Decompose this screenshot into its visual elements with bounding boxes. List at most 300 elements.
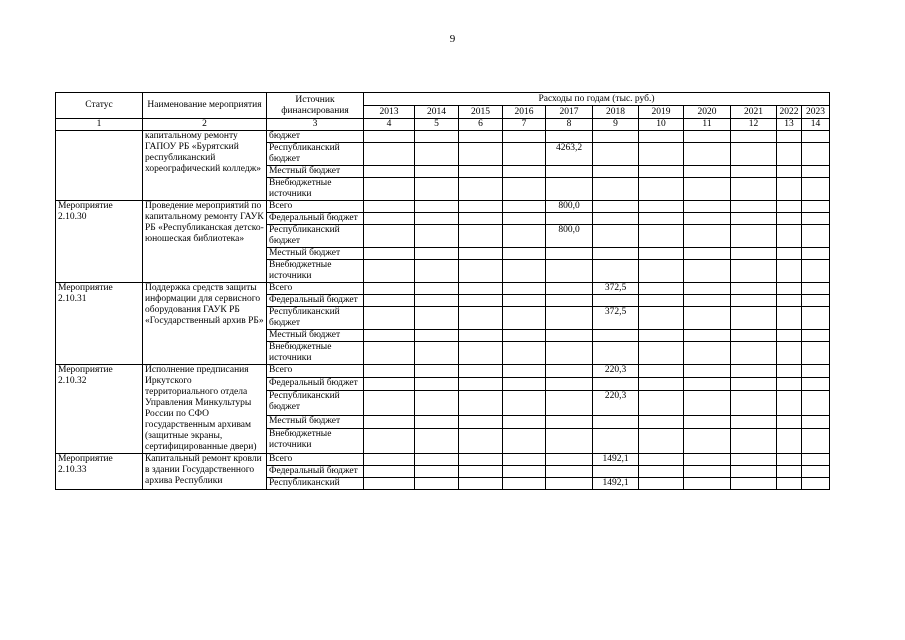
expense-value [503,415,546,428]
expense-value [546,131,593,143]
expense-value [503,178,546,201]
year-header: 2018 [593,106,639,119]
expense-value [364,283,415,295]
expense-value [459,391,503,416]
expense-value [802,307,830,330]
expense-value [503,225,546,248]
expense-value [503,295,546,307]
expense-value [731,365,777,378]
expense-value [415,295,459,307]
expense-value [593,330,639,342]
expense-value [777,178,802,201]
expense-value [415,260,459,283]
col-header-name: Наименование мероприятия [143,93,267,119]
expense-value [684,166,731,178]
table-body [56,131,830,490]
budget-table [55,92,830,490]
expense-value [503,166,546,178]
expense-value [777,330,802,342]
expense-value [639,378,684,391]
expense-value [802,178,830,201]
expense-value [777,378,802,391]
expense-value [503,391,546,416]
expense-value [639,131,684,143]
funding-source: Внебюджетные источники [267,260,364,283]
expense-value [802,225,830,248]
column-number: 10 [639,119,684,131]
expense-value [684,225,731,248]
year-header: 2014 [415,106,459,119]
expense-value [459,429,503,454]
expense-value [777,391,802,416]
expense-value [639,454,684,466]
expense-value [593,429,639,454]
expense-value [639,143,684,166]
expense-value [684,365,731,378]
expense-value [777,213,802,225]
year-header: 2020 [684,106,731,119]
activity-status: Мероприятие 2.10.30 [56,201,143,283]
expense-value [364,131,415,143]
col-header-status: Статус [56,93,143,119]
page-number: 9 [449,33,456,45]
activity-status: Мероприятие 2.10.31 [56,283,143,365]
table-row [56,283,830,295]
expense-value [684,295,731,307]
expense-value [802,166,830,178]
year-header: 2017 [546,106,593,119]
expense-value [802,248,830,260]
expense-value [503,260,546,283]
expense-value [364,213,415,225]
expense-value [777,466,802,478]
column-number: 8 [546,119,593,131]
header-row-main [56,93,830,106]
expense-value [546,295,593,307]
column-number: 11 [684,119,731,131]
expense-value [777,365,802,378]
expense-value [364,295,415,307]
funding-source: Всего [267,365,364,378]
expense-value [639,415,684,428]
expense-value [731,307,777,330]
expense-value [731,201,777,213]
expense-value [639,391,684,416]
expense-value [364,143,415,166]
expense-value [639,307,684,330]
column-number: 5 [415,119,459,131]
expense-value [639,478,684,490]
expense-value [364,391,415,416]
expense-value [731,330,777,342]
expense-value [503,213,546,225]
expense-value [777,415,802,428]
expense-value [415,143,459,166]
expense-value: 1492,1 [593,478,639,490]
expense-value [546,391,593,416]
expense-value [802,454,830,466]
year-header: 2021 [731,106,777,119]
expense-value [546,466,593,478]
funding-source: Внебюджетные источники [267,178,364,201]
expense-value [684,466,731,478]
expense-value [459,295,503,307]
funding-source: Всего [267,283,364,295]
expense-value [777,295,802,307]
expense-value [639,201,684,213]
table-row [56,454,830,466]
expense-value [364,260,415,283]
expense-value [639,225,684,248]
expense-value [639,342,684,365]
expense-value [415,478,459,490]
expense-value [364,248,415,260]
expense-value [364,378,415,391]
expense-value [459,143,503,166]
expense-value [415,378,459,391]
expense-value [593,466,639,478]
expense-value [684,143,731,166]
funding-source: Местный бюджет [267,415,364,428]
expense-value [731,429,777,454]
expense-value [684,248,731,260]
expense-value [593,225,639,248]
expense-value [503,201,546,213]
expense-value [802,466,830,478]
expense-value [415,307,459,330]
expense-value [459,131,503,143]
expense-value [593,378,639,391]
expense-value [415,225,459,248]
expense-value [777,342,802,365]
expense-value [415,178,459,201]
expense-value [777,131,802,143]
column-number: 9 [593,119,639,131]
year-header: 2013 [364,106,415,119]
expense-value [503,378,546,391]
column-number: 12 [731,119,777,131]
column-number: 6 [459,119,503,131]
expense-value [684,307,731,330]
expense-value [364,166,415,178]
expense-value [731,295,777,307]
column-number: 3 [267,119,364,131]
expense-value [802,415,830,428]
expense-value [593,342,639,365]
expense-value [459,225,503,248]
expense-value [364,429,415,454]
expense-value [684,131,731,143]
expense-value [802,131,830,143]
year-header: 2019 [639,106,684,119]
expense-value [731,466,777,478]
year-header: 2016 [503,106,546,119]
column-number: 2 [143,119,267,131]
expense-value [593,201,639,213]
activity-name: Исполнение предписания Иркутского территориального отдела Управления Минкультуры России по СФО государственным архивам (защитные экраны, сертифицированные двери) [143,365,267,454]
expense-value [364,466,415,478]
expense-value [802,378,830,391]
expense-value [546,415,593,428]
expense-value [459,342,503,365]
column-number: 1 [56,119,143,131]
expense-value [459,260,503,283]
expense-value [503,283,546,295]
expense-value [415,415,459,428]
expense-value [546,478,593,490]
column-number: 13 [777,119,802,131]
expense-value [415,201,459,213]
expense-value [777,143,802,166]
activity-name: Капитальный ремонт кровли в здании Государственного архива Республики [143,454,267,490]
expense-value [802,429,830,454]
expense-value [684,391,731,416]
expense-value [459,454,503,466]
expense-value [593,295,639,307]
funding-source: бюджет [267,131,364,143]
expense-value [503,466,546,478]
expense-value [639,466,684,478]
col-header-source: Источник финансирования [267,93,364,119]
expense-value [364,342,415,365]
activity-name: капитальному ремонту ГАПОУ РБ «Бурятский республиканский хореографический колледж» [143,131,267,201]
expense-value [546,378,593,391]
expense-value [684,178,731,201]
expense-value [503,478,546,490]
column-number: 14 [802,119,830,131]
expense-value [802,342,830,365]
expense-value [593,131,639,143]
expense-value [503,454,546,466]
expense-value: 1492,1 [593,454,639,466]
expense-value [684,342,731,365]
expense-value [459,201,503,213]
col-header-expenses: Расходы по годам (тыс. руб.) [364,93,830,106]
expense-value [503,365,546,378]
expense-value: 220,3 [593,365,639,378]
activity-status: Мероприятие 2.10.32 [56,365,143,454]
expense-value [415,213,459,225]
expense-value [546,454,593,466]
expense-value [364,415,415,428]
expense-value [364,201,415,213]
expense-value [364,225,415,248]
expense-value [639,429,684,454]
expense-value [777,166,802,178]
expense-value [777,260,802,283]
funding-source: Местный бюджет [267,330,364,342]
expense-value [731,415,777,428]
expense-value [802,213,830,225]
expense-value [364,478,415,490]
funding-source: Республиканский бюджет [267,391,364,416]
expense-value [503,143,546,166]
expense-value [684,330,731,342]
table-row [56,201,830,213]
expense-value: 800,0 [546,201,593,213]
expense-value [639,166,684,178]
funding-source: Республиканский бюджет [267,307,364,330]
expense-value [639,283,684,295]
expense-value [731,178,777,201]
funding-source: Всего [267,454,364,466]
expense-value [639,365,684,378]
year-header: 2023 [802,106,830,119]
expense-value [546,283,593,295]
column-number: 7 [503,119,546,131]
expense-value [459,378,503,391]
expense-value [415,330,459,342]
expense-value [731,131,777,143]
expense-value [802,478,830,490]
expense-value [546,330,593,342]
expense-value [459,248,503,260]
expense-value [802,330,830,342]
expense-value [639,178,684,201]
expense-value [684,378,731,391]
funding-source: Местный бюджет [267,166,364,178]
expense-value [802,260,830,283]
expense-value [459,307,503,330]
expense-value [503,307,546,330]
expense-value [684,260,731,283]
expense-value [731,166,777,178]
expense-value [546,178,593,201]
expense-value [459,213,503,225]
expense-value [777,283,802,295]
expense-value: 220,3 [593,391,639,416]
expense-value [546,248,593,260]
table-row [56,365,830,378]
expense-value [802,295,830,307]
expense-value [639,213,684,225]
expense-value [802,283,830,295]
expense-value: 800,0 [546,225,593,248]
expense-value [593,178,639,201]
expense-value [731,342,777,365]
expense-value [593,415,639,428]
expense-value [546,307,593,330]
expense-value [802,365,830,378]
expense-value [777,307,802,330]
expense-value [731,248,777,260]
year-header: 2015 [459,106,503,119]
expense-value [731,391,777,416]
expense-value [639,260,684,283]
expense-value [639,330,684,342]
funding-source: Местный бюджет [267,248,364,260]
expense-value [415,454,459,466]
expense-value [364,330,415,342]
funding-source: Федеральный бюджет [267,295,364,307]
activity-status: Мероприятие 2.10.33 [56,454,143,490]
expense-value [684,201,731,213]
expense-value [731,283,777,295]
expense-value [777,248,802,260]
funding-source: Внебюджетные источники [267,342,364,365]
expense-value [731,213,777,225]
year-header: 2022 [777,106,802,119]
expense-value [593,260,639,283]
expense-value [684,429,731,454]
funding-source: Всего [267,201,364,213]
expense-value [802,201,830,213]
expense-value [415,283,459,295]
expense-value: 4263,2 [546,143,593,166]
expense-value [503,330,546,342]
expense-value [364,365,415,378]
expense-value [459,330,503,342]
expense-value [546,260,593,283]
activity-name: Проведение мероприятий по капитальному ремонту ГАУК РБ «Республиканская детско-юношеская библиотека» [143,201,267,283]
expense-value [593,213,639,225]
expense-value [364,178,415,201]
expense-value [546,429,593,454]
expense-value [684,213,731,225]
expense-value [415,131,459,143]
expense-value [415,248,459,260]
expense-value [503,248,546,260]
expense-value [546,365,593,378]
expense-value [503,131,546,143]
expense-value [546,342,593,365]
expense-value [593,248,639,260]
expense-value [731,478,777,490]
expense-value [802,391,830,416]
expense-value [364,307,415,330]
expense-value [459,178,503,201]
expense-value [684,283,731,295]
expense-value [503,429,546,454]
expense-value [731,143,777,166]
expense-value [415,391,459,416]
expense-value [731,454,777,466]
expense-value [593,166,639,178]
expense-value [684,478,731,490]
expense-value [731,225,777,248]
activity-name: Поддержка средств защиты информации для сервисного оборудования ГАУК РБ «Государственный архив РБ» [143,283,267,365]
column-number: 4 [364,119,415,131]
expense-value [415,466,459,478]
expense-value [684,454,731,466]
expense-value [777,454,802,466]
expense-value [415,429,459,454]
expense-value [777,478,802,490]
expense-value [415,365,459,378]
expense-value [802,143,830,166]
funding-source: Федеральный бюджет [267,466,364,478]
funding-source: Республиканский [267,478,364,490]
expense-value [639,248,684,260]
expense-value [459,478,503,490]
funding-source: Федеральный бюджет [267,213,364,225]
funding-source: Внебюджетные источники [267,429,364,454]
activity-status [56,131,143,201]
expense-value [415,342,459,365]
expense-value [364,454,415,466]
expense-value [459,365,503,378]
expense-value [777,201,802,213]
expense-value [731,260,777,283]
expense-value: 372,5 [593,307,639,330]
expense-value [459,283,503,295]
expense-value [415,166,459,178]
expense-value [593,143,639,166]
expense-value [777,429,802,454]
expense-value [459,415,503,428]
expense-value [546,166,593,178]
funding-source: Республиканский бюджет [267,225,364,248]
